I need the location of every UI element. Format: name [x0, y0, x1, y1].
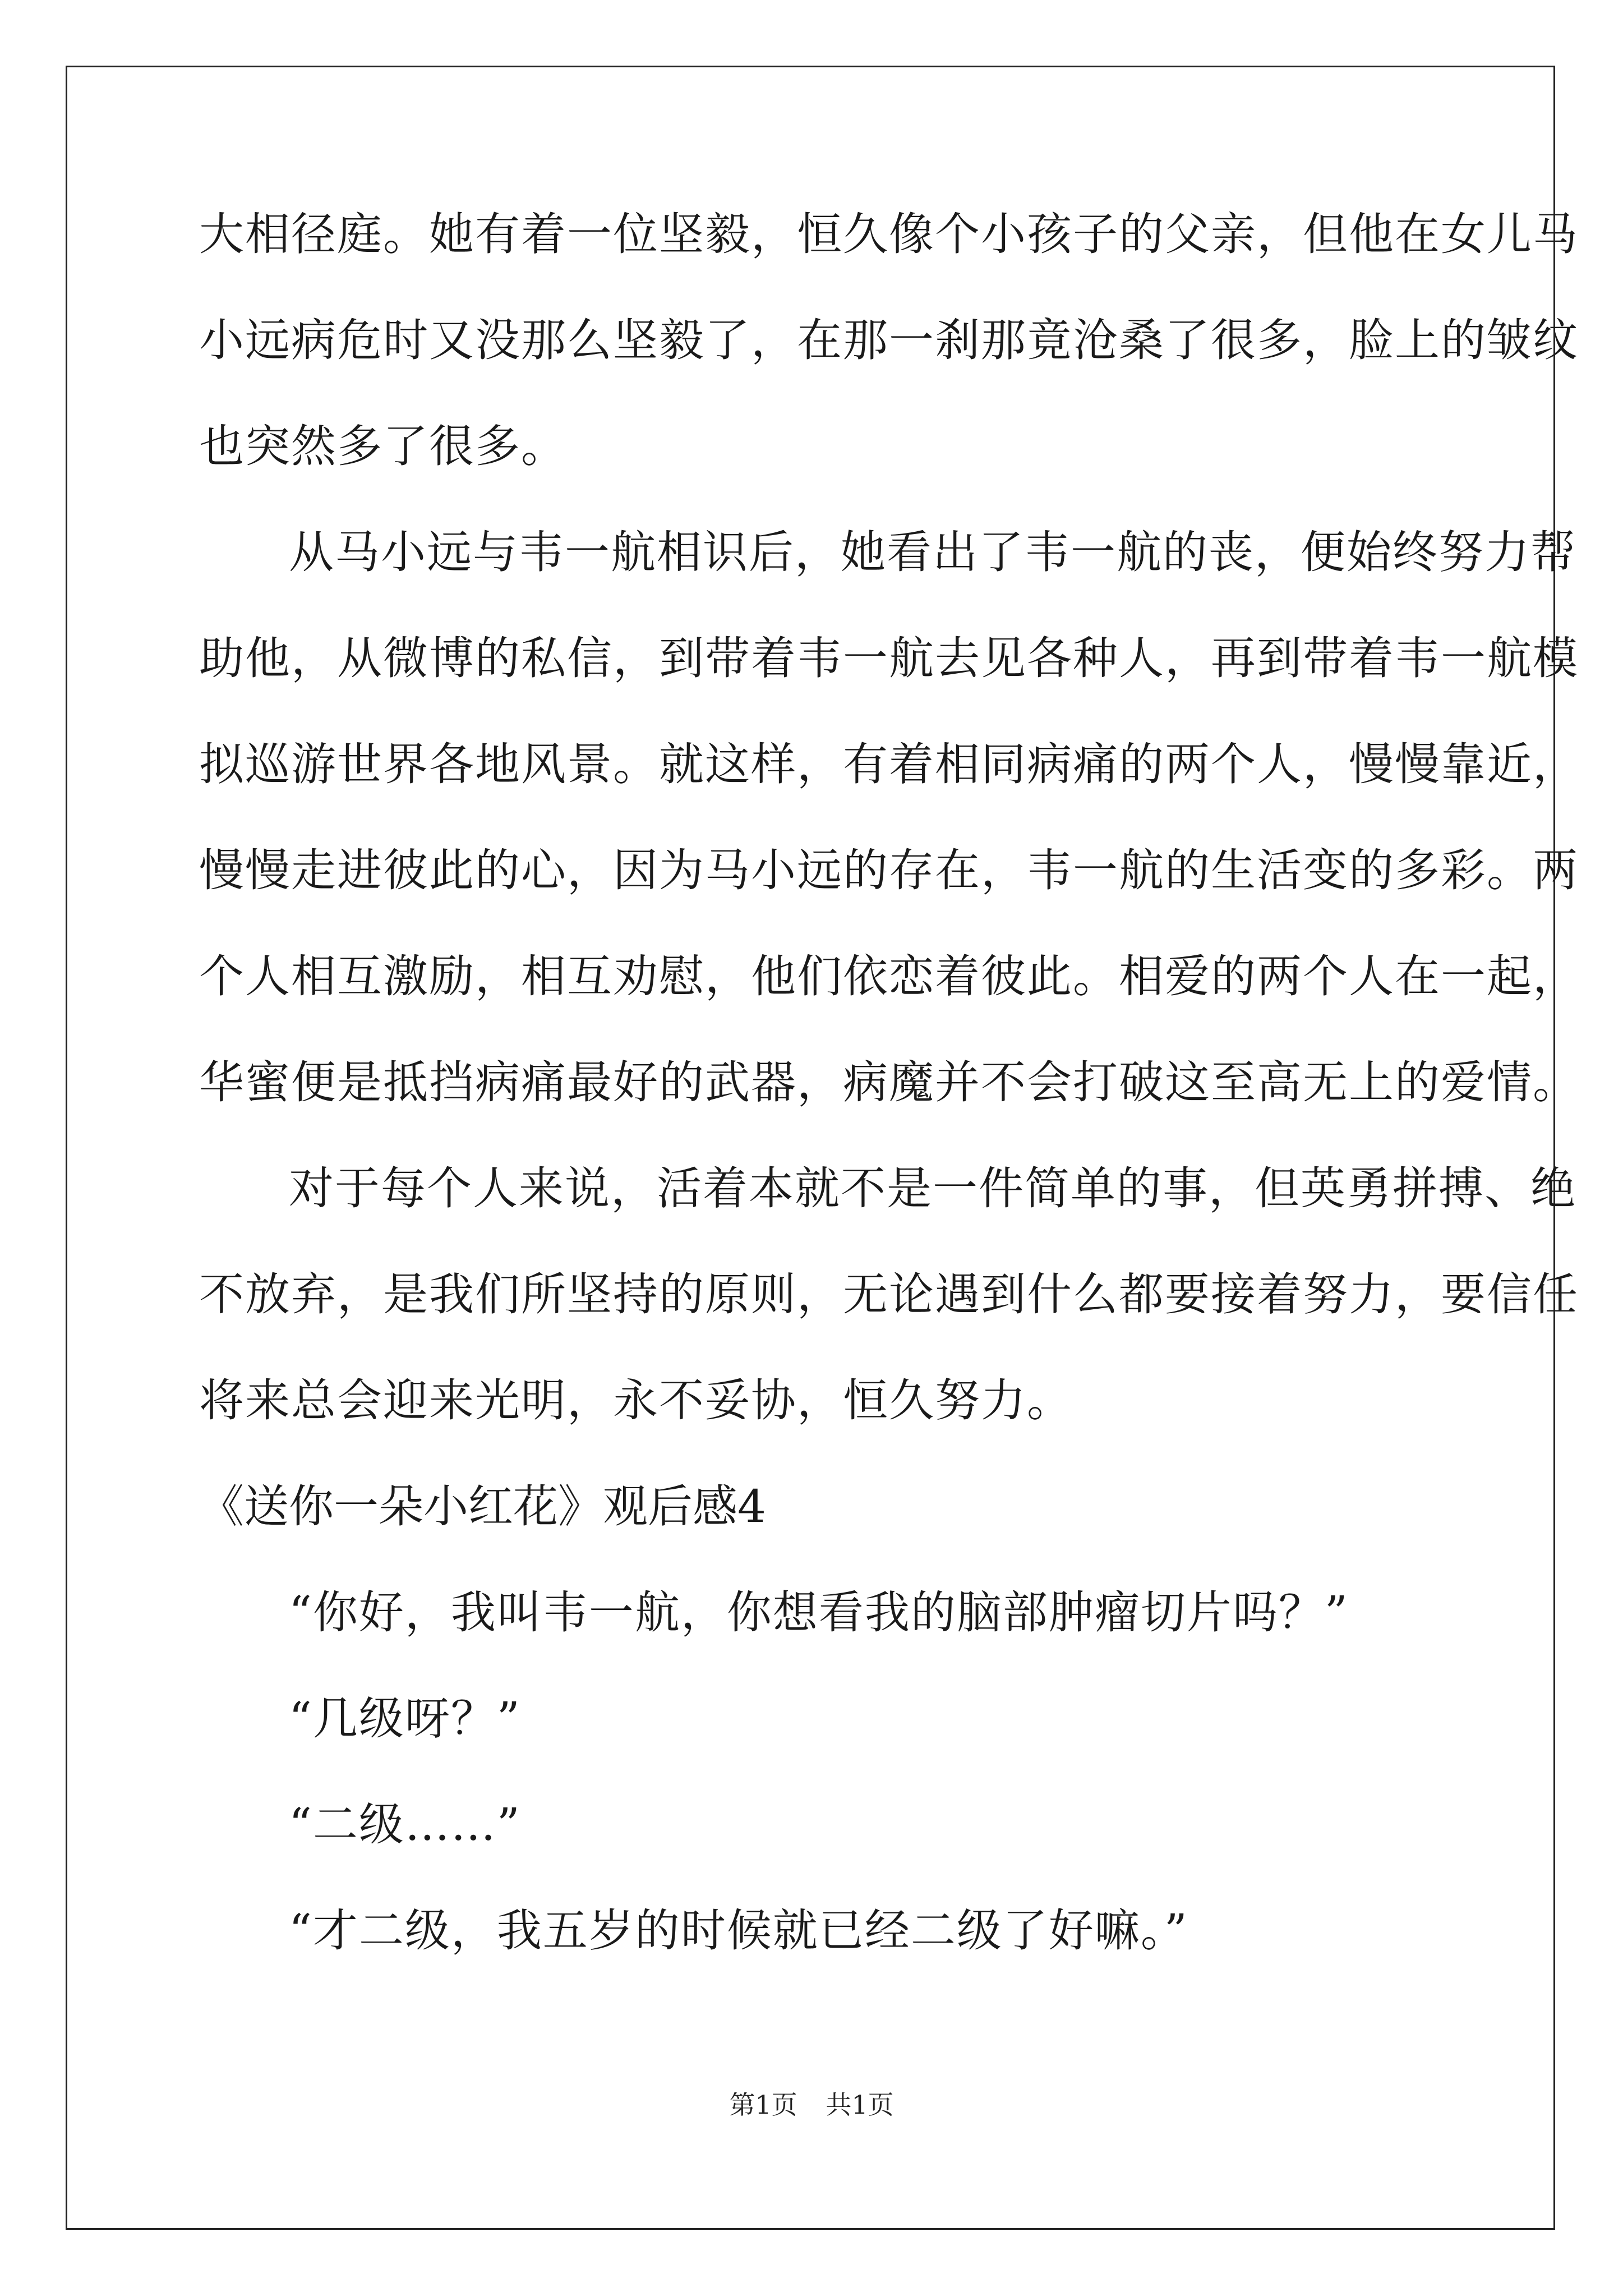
paragraph-1-line-1: 大相径庭。她有着一位坚毅，恒久像个小孩子的父亲，但他在女儿马 — [199, 208, 1579, 260]
paragraph-2-line-3: 拟巡游世界各地风景。就这样，有着相同病痛的两个人，慢慢靠近， — [199, 738, 1579, 790]
dialogue-line-4: “才二级，我五岁的时候就已经二级了好嘛。” — [289, 1904, 1188, 1957]
paragraph-1-line-2: 小远病危时又没那么坚毅了，在那一刹那竟沧桑了很多，脸上的皱纹 — [199, 314, 1579, 366]
paragraph-1-line-3: 也突然多了很多。 — [199, 420, 567, 472]
dialogue-line-3: “二级……” — [289, 1798, 521, 1851]
paragraph-3-line-1: 对于每个人来说，活着本就不是一件简单的事，但英勇拼搏、绝 — [289, 1162, 1576, 1214]
dialogue-line-1: “你好，我叫韦一航，你想看我的脑部肿瘤切片吗？” — [289, 1586, 1349, 1639]
paragraph-2-line-1: 从马小远与韦一航相识后，她看出了韦一航的丧，便始终努力帮 — [289, 526, 1576, 578]
paragraph-2-line-6: 华蜜便是抵挡病痛最好的武器，病魔并不会打破这至高无上的爱情。 — [199, 1056, 1579, 1108]
paragraph-2-line-2: 助他，从微博的私信，到带着韦一航去见各种人，再到带着韦一航模 — [199, 632, 1579, 684]
paragraph-3-line-3: 将来总会迎来光明，永不妥协，恒久努力。 — [199, 1374, 1073, 1427]
paragraph-2-line-5: 个人相互激励，相互劝慰，他们依恋着彼此。相爱的两个人在一起， — [199, 950, 1579, 1002]
paragraph-2-line-4: 慢慢走进彼此的心，因为马小远的存在，韦一航的生活变的多彩。两 — [199, 844, 1579, 896]
paragraph-3-line-2: 不放弃，是我们所坚持的原则，无论遇到什么都要接着努力，要信任 — [199, 1268, 1579, 1320]
page-footer — [0, 2089, 1623, 2120]
page-number-current: 第1页 — [729, 2090, 797, 2120]
dialogue-line-2: “几级呀？” — [289, 1692, 521, 1745]
page-number-total: 共1页 — [826, 2090, 894, 2120]
section-heading: 《送你一朵小红花》观后感4 — [199, 1480, 766, 1533]
